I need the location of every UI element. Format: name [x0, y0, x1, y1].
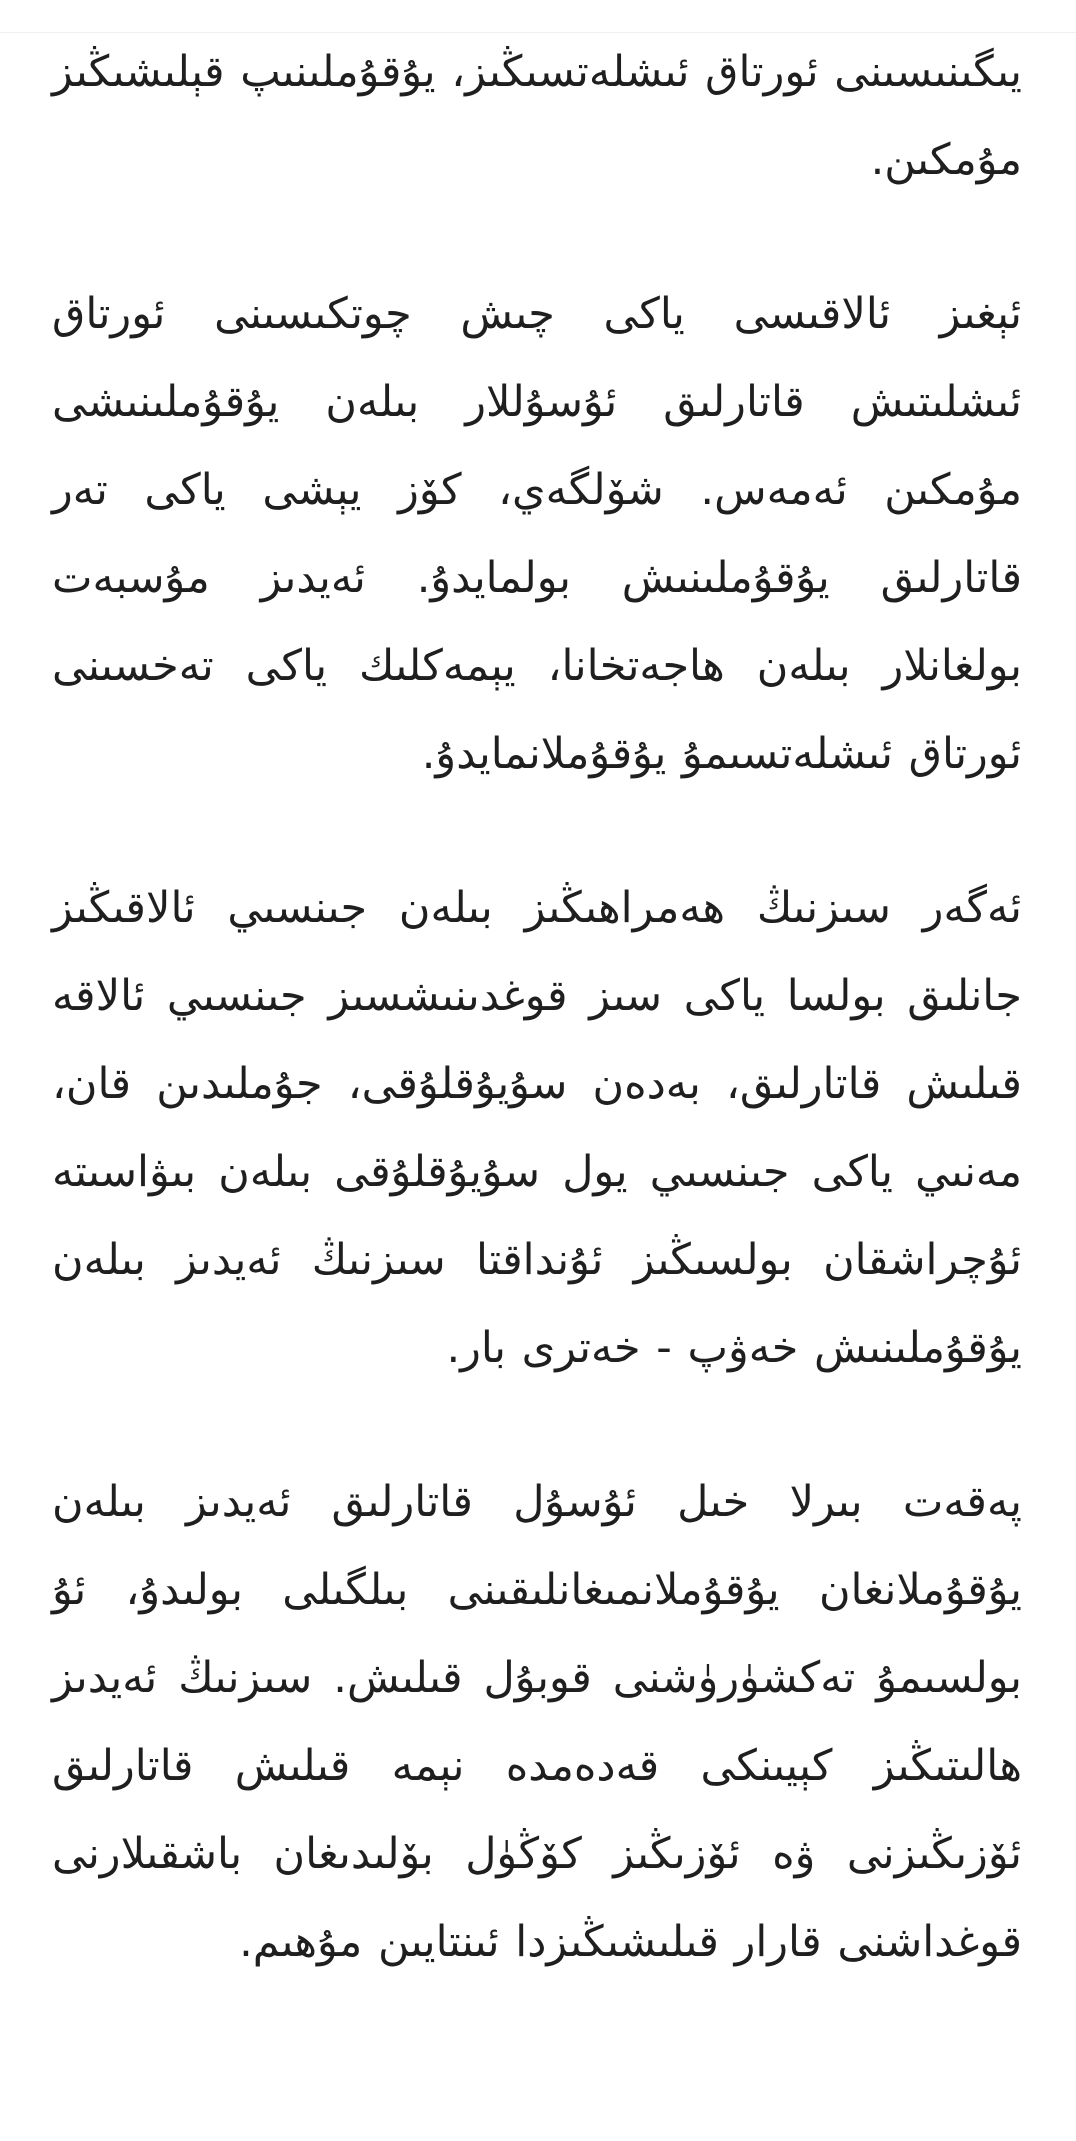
article-paragraph: ئېغىز ئالاقىسى ياكى چىش چوتكىسىنى ئورتاق ئىشلىتىش قاتارلىق ئۇسۇللار بىلەن يۇقۇملىنىشى مۇمكىن ئەمەس. شۆلگەي، كۆز يېشى ياكى تەر قاتارلىق يۇقۇملىنىش بولمايدۇ. ئەيدىز مۇسبەت بولغانلار بىلەن ھاجەتخانا، يېمەكلىك ياكى تەخسىنى ئورتاق ئىشلەتسىمۇ يۇقۇملانمايدۇ. — [52, 289, 1022, 779]
article-body — [52, 28, 1022, 1986]
article-paragraph: ئەگەر سىزنىڭ ھەمراھىڭىز بىلەن جىنسىي ئالاقىڭىز جانلىق بولسا ياكى سىز قوغدىنىشسىز جىنسىي ئالاقە قىلىش قاتارلىق، بەدەن سۇيۇقلۇقى، جۇملىدىن قان، مەنىي ياكى جىنسىي يول سۇيۇقلۇقى بىلەن بىۋاسىتە ئۇچراشقان بولسىڭىز ئۇنداقتا سىزنىڭ ئەيدىز بىلەن يۇقۇملىنىش خەۋپ - خەترى بار. — [52, 883, 1022, 1373]
article-paragraph: يىگىنىسىنى ئورتاق ئىشلەتسىڭىز، يۇقۇملىنىپ قېلىشىڭىز مۇمكىن. — [52, 47, 1022, 185]
article-paragraph: پەقەت بىرلا خىل ئۇسۇل قاتارلىق ئەيدىز بىلەن يۇقۇملانغان يۇقۇملانمىغانلىقىنى بىلگىلى بولىدۇ، ئۇ بولسىمۇ تەكشۈرۈشنى قوبۇل قىلىش. سىزنىڭ ئەيدىز ھالىتىڭىز كېيىنكى قەدەمدە نېمە قىلىش قاتارلىق ئۆزىڭىزنى ۋە ئۆزىڭىز كۆڭۈل بۆلىدىغان باشقىلارنى قوغداشنى قارار قىلىشىڭىزدا ئىنتايىن مۇھىم. — [52, 1477, 1022, 1967]
